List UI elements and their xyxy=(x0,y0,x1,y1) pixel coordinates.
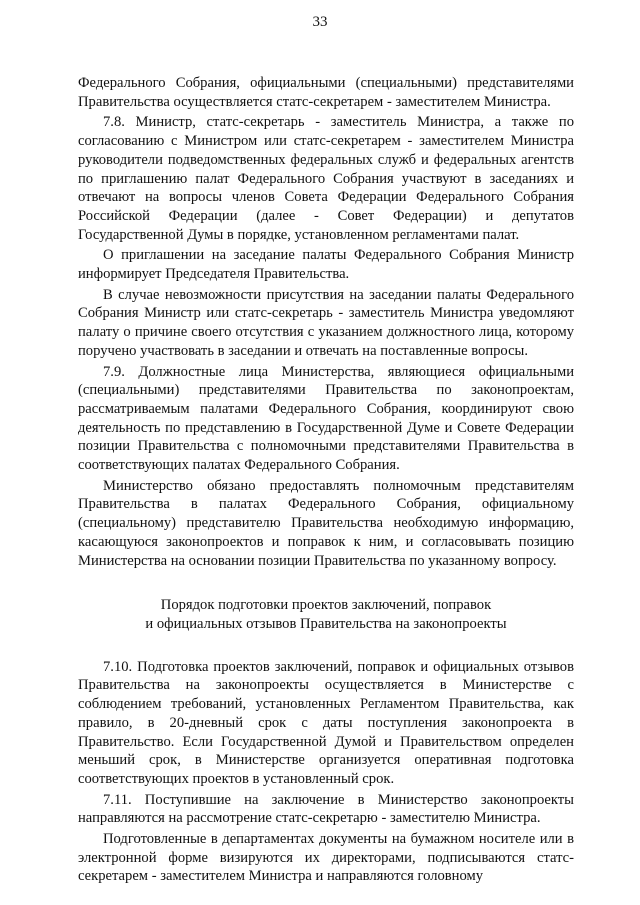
paragraph-7-9: 7.9. Должностные лица Министерства, являющиеся официальными (специальными) представителями Правительства по законопроектам, рассматриваемым палатами Федерального Собрания, координируют свою деятельность по представлению в Государственной Думе и Совете Федерации позиции Правительства с полномочными представителями Правительства в соответствующих палатах Федерального Собрания. xyxy=(78,363,574,474)
section-heading-line-1: Порядок подготовки проектов заключений, поправок xyxy=(160,597,492,614)
section-heading xyxy=(78,596,574,633)
paragraph-7-11: 7.11. Поступившие на заключение в Министерство законопроекты направляются на рассмотрение статс-секретарю - заместителю Министра. xyxy=(78,791,574,827)
section-heading-line-2: и официальных отзывов Правительства на законопроекты xyxy=(145,615,507,632)
paragraph-absence: В случае невозможности присутствия на заседании палаты Федерального Собрания Министр или статс-секретарь - заместитель Министра уведомляют палату о причине своего отсутствия с указанием должностного лица, которому поручено участвовать в заседании и отвечать на поставленные вопросы. xyxy=(78,286,574,359)
paragraph-prepared-documents: Подготовленные в департаментах документы на бумажном носителе или в электронной форме визируются их директорами, подписываются статс-секретарем - заместителем Министра и направляются головному xyxy=(78,831,574,885)
page-number: 33 xyxy=(312,14,328,30)
paragraph-7-8: 7.8. Министр, статс-секретарь - заместитель Министра, а также по согласованию с Министром или статс-секретарем - заместителем Министра руководители подведомственных федеральных служб и федеральных агентств по приглашению палат Федерального Собрания участвуют в заседаниях и отвечают на вопросы членов Совета Федерации Федерального Собрания Российской Федерации (далее - Совет Федерации) и депутатов Государственной Думы в порядке, установленном регламентами палат. xyxy=(78,114,574,243)
paragraph-invitation: О приглашении на заседание палаты Федерального Собрания Министр информирует Председателя Правительства. xyxy=(78,247,574,283)
paragraph-continuation: Федерального Собрания, официальными (специальными) представителями Правительства осуществляется статс-секретарем - заместителем Министра. xyxy=(78,75,574,110)
paragraph-ministry-obligation: Министерство обязано предоставлять полномочным представителям Правительства в палатах Федерального Собрания, официальному (специальному) представителю Правительства необходимую информацию, касающуюся законопроектов и поправок к ним, и согласовывать позицию Министерства на основании позиции Правительства по указанному вопросу. xyxy=(78,477,574,569)
paragraph-7-10: 7.10. Подготовка проектов заключений, поправок и официальных отзывов Правительства на законопроекты осуществляется в Министерстве с соблюдением требований, установленных Регламентом Правительства, как правило, в 20-дневный срок с даты поступления законопроекта в Правительство. Если Государственной Думой и Правительством определен меньший срок, в Министерстве организуется оперативная подготовка соответствующих проектов в установленный срок. xyxy=(78,658,574,787)
document-body xyxy=(78,74,574,888)
